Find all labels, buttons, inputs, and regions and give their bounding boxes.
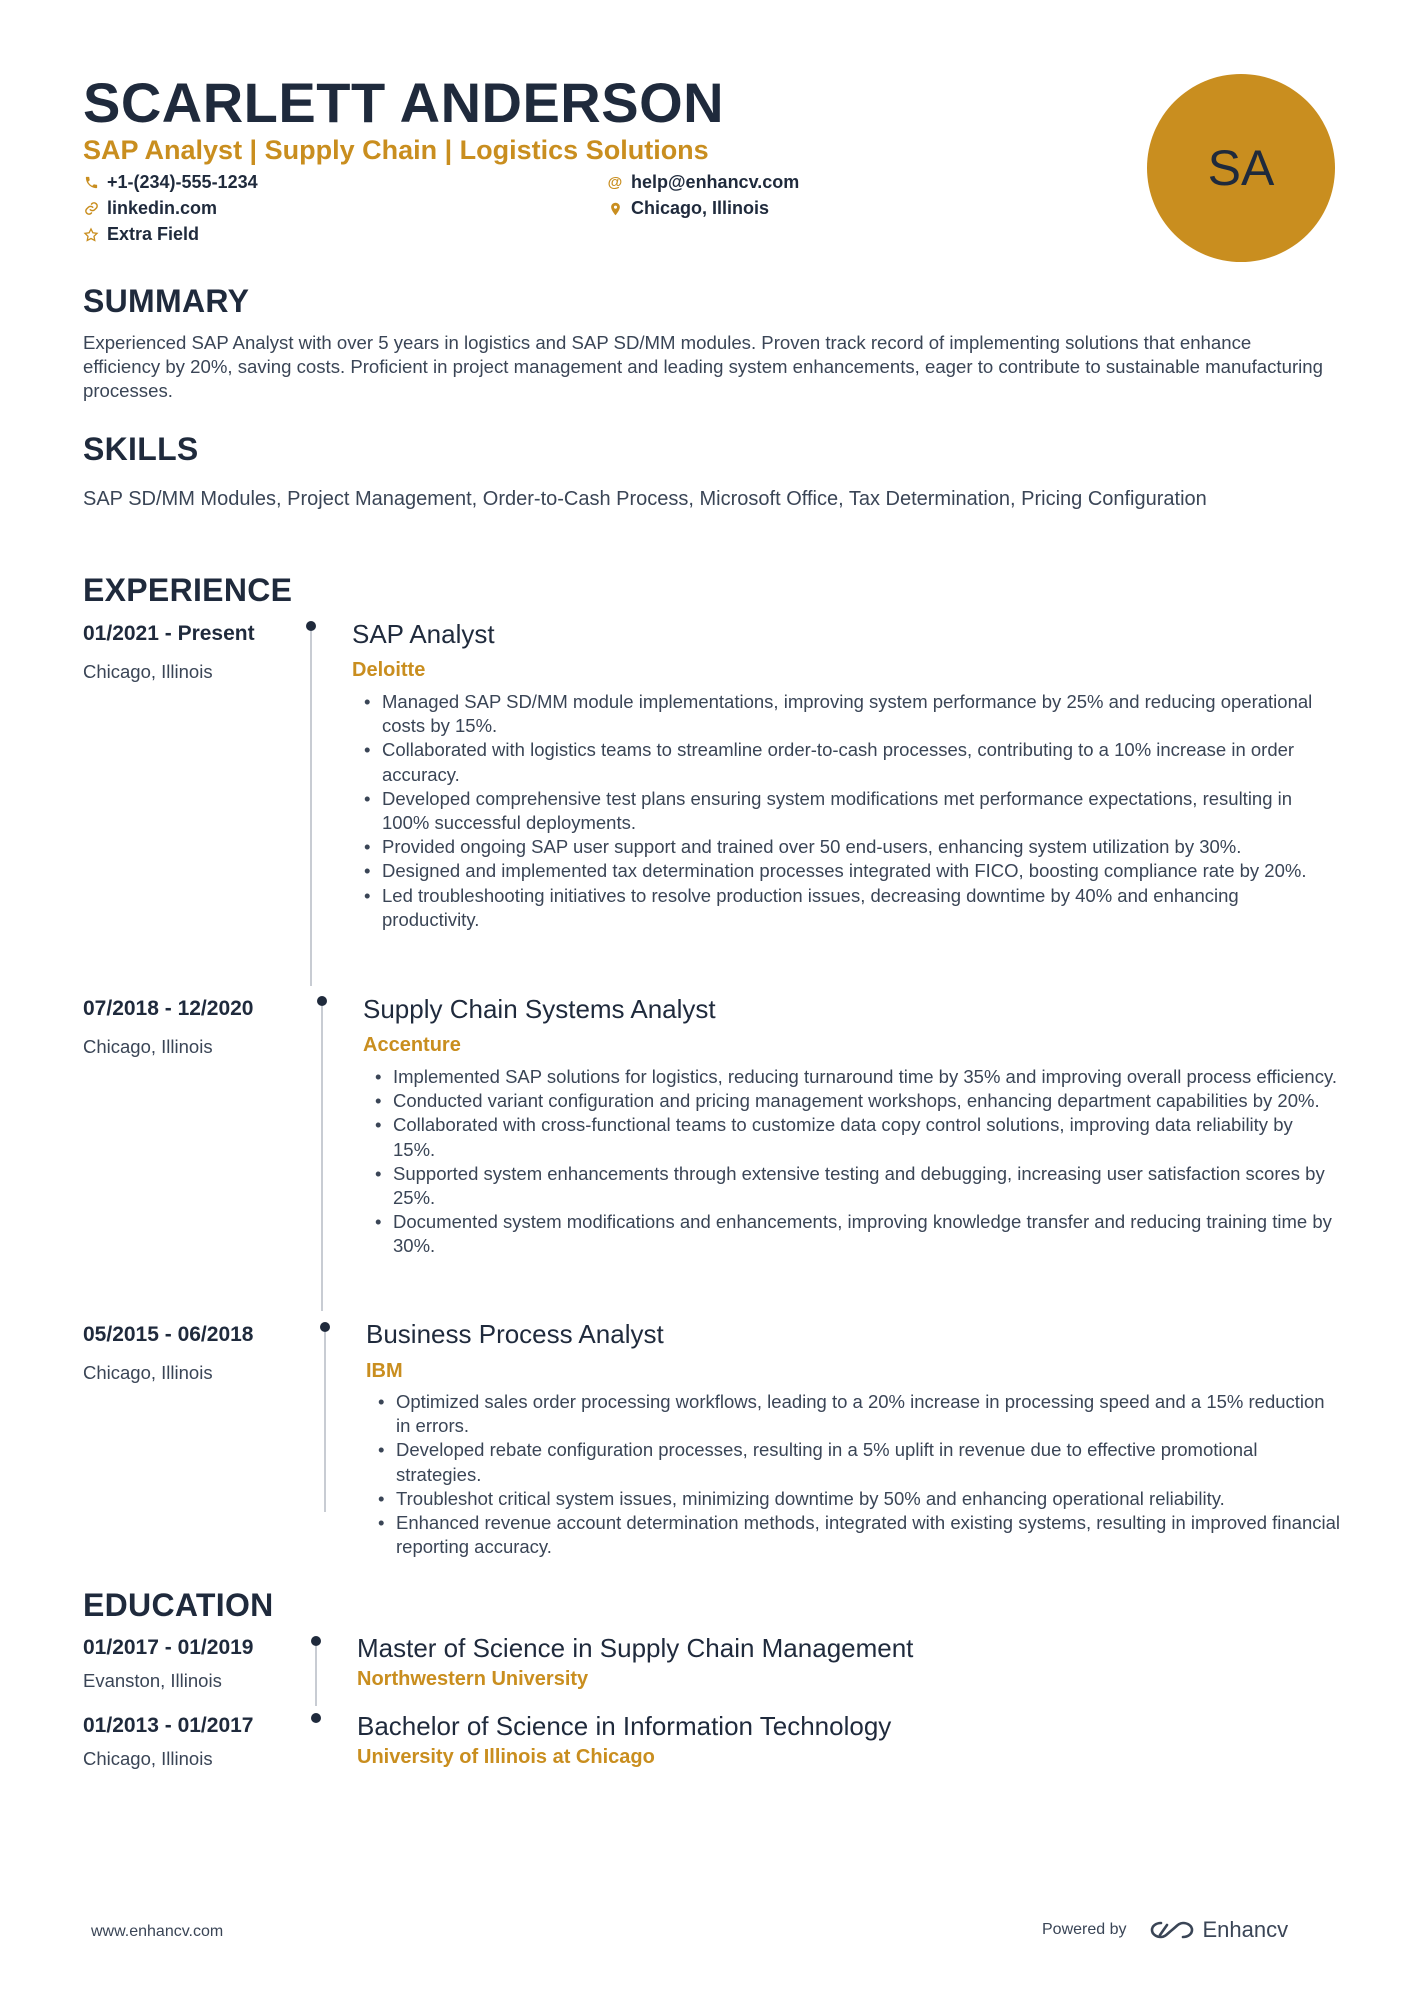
powered-by-label: Powered by: [1042, 1921, 1127, 1938]
job-bullets: [356, 690, 1336, 932]
skills-heading: SKILLS: [83, 431, 199, 467]
bullet-item: • Developed comprehensive test plans ensuring system modifications met performance expectations, resulting in 100% successful deployments.: [356, 787, 1336, 835]
timeline-line: [324, 1332, 326, 1512]
bullet-item: • Documented system modifications and enhancements, improving knowledge transfer and reducing training time by 30%.: [367, 1210, 1337, 1258]
avatar: [1147, 74, 1335, 262]
job-company: IBM: [366, 1360, 403, 1382]
location-text: Chicago, Illinois: [631, 198, 770, 218]
bullet-item: • Collaborated with logistics teams to streamline order-to-cash processes, contributing to a 10% increase in order accuracy.: [356, 738, 1336, 786]
contact-email[interactable]: [607, 172, 799, 193]
edu-degree: Master of Science in Supply Chain Management: [357, 1633, 914, 1663]
job-role: Business Process Analyst: [366, 1319, 664, 1349]
brand-name: Enhancv: [1202, 1917, 1289, 1942]
job-dates: 01/2021 - Present: [83, 622, 255, 645]
footer-website[interactable]: www.enhancv.com: [91, 1923, 224, 1940]
star-icon: [83, 227, 99, 243]
phone-text: +1-(234)-555-1234: [107, 172, 258, 192]
bullet-item: • Managed SAP SD/MM module implementations, improving system performance by 25% and reducing operational costs by 15%.: [356, 690, 1336, 738]
job-location: Chicago, Illinois: [83, 1362, 213, 1383]
extra-text: Extra Field: [107, 224, 200, 244]
location-pin-icon: [607, 201, 623, 217]
footer-branding: [1042, 1917, 1288, 1943]
timeline-dot: [306, 621, 316, 631]
job-dates: 05/2015 - 06/2018: [83, 1323, 254, 1346]
enhancv-logo-icon: [1149, 1918, 1195, 1942]
timeline-line: [315, 1646, 317, 1706]
edu-dates: 01/2017 - 01/2019: [83, 1636, 254, 1659]
job-location: Chicago, Illinois: [83, 661, 213, 682]
bullet-item: • Developed rebate configuration processes, resulting in a 5% uplift in revenue due to effective promotional strategies.: [370, 1438, 1340, 1486]
link-icon: [83, 201, 99, 217]
edu-location: Chicago, Illinois: [83, 1748, 213, 1769]
summary-heading: SUMMARY: [83, 283, 250, 319]
contact-extra: [83, 224, 199, 245]
contact-phone[interactable]: [83, 172, 258, 193]
timeline-line: [321, 1006, 323, 1311]
bullet-item: • Designed and implemented tax determination processes integrated with FICO, boosting compliance rate by 20%.: [356, 859, 1336, 883]
summary-text: Experienced SAP Analyst with over 5 years in logistics and SAP SD/MM modules. Proven track record of implementing solutions that enhance efficiency by 20%, saving costs. Proficient in project management and leading system enhancements, eager to contribute to sustainable manufacturing processes.: [83, 332, 1323, 401]
bullet-item: • Enhanced revenue account determination methods, integrated with existing systems, resulting in improved financial reporting accuracy.: [370, 1511, 1340, 1559]
bullet-item: • Implemented SAP solutions for logistics, reducing turnaround time by 35% and improving overall process efficiency.: [367, 1065, 1337, 1089]
contact-location: [607, 198, 769, 219]
edu-degree: Bachelor of Science in Information Technology: [357, 1711, 892, 1741]
job-company: Accenture: [363, 1034, 461, 1056]
job-bullets: [370, 1390, 1340, 1559]
edu-location: Evanston, Illinois: [83, 1670, 222, 1691]
timeline-dot: [311, 1713, 321, 1723]
job-dates: 07/2018 - 12/2020: [83, 997, 254, 1020]
brand-logo[interactable]: [1149, 1917, 1289, 1943]
job-company: Deloitte: [352, 659, 426, 681]
edu-school: Northwestern University: [357, 1668, 589, 1690]
job-bullets: [367, 1065, 1337, 1259]
bullet-item: • Conducted variant configuration and pricing management workshops, enhancing department capabilities by 20%.: [367, 1089, 1337, 1113]
job-role: Supply Chain Systems Analyst: [363, 994, 716, 1024]
linkedin-text: linkedin.com: [107, 198, 218, 218]
phone-icon: [83, 175, 99, 191]
bullet-item: • Led troubleshooting initiatives to resolve production issues, decreasing downtime by 40% and enhancing productivity.: [356, 884, 1336, 932]
job-location: Chicago, Illinois: [83, 1036, 213, 1057]
avatar-initials: SA: [1207, 140, 1275, 196]
education-heading: EDUCATION: [83, 1587, 274, 1623]
timeline-dot: [320, 1322, 330, 1332]
headline: SAP Analyst | Supply Chain | Logistics Solutions: [83, 135, 709, 165]
bullet-item: • Optimized sales order processing workflows, leading to a 20% increase in processing speed and a 15% reduction in errors.: [370, 1390, 1340, 1438]
email-text: help@enhancv.com: [631, 172, 800, 192]
experience-heading: EXPERIENCE: [83, 572, 293, 608]
bullet-item: • Collaborated with cross-functional teams to customize data copy control solutions, improving data reliability by 15%.: [367, 1113, 1337, 1161]
edu-school: University of Illinois at Chicago: [357, 1746, 655, 1768]
bullet-item: • Troubleshot critical system issues, minimizing downtime by 50% and enhancing operational reliability.: [370, 1487, 1340, 1511]
at-icon: @: [607, 173, 623, 191]
contact-linkedin[interactable]: [83, 198, 217, 219]
bullet-item: • Provided ongoing SAP user support and trained over 50 end-users, enhancing system utilization by 30%.: [356, 835, 1336, 859]
timeline-dot: [317, 996, 327, 1006]
bullet-item: • Supported system enhancements through extensive testing and debugging, increasing user satisfaction scores by 25%.: [367, 1162, 1337, 1210]
timeline-dot: [311, 1636, 321, 1646]
candidate-name: SCARLETT ANDERSON: [83, 71, 725, 134]
skills-text: SAP SD/MM Modules, Project Management, Order-to-Cash Process, Microsoft Office, Tax Determination, Pricing Configuration: [83, 488, 1207, 510]
edu-dates: 01/2013 - 01/2017: [83, 1714, 254, 1737]
job-role: SAP Analyst: [352, 619, 495, 649]
timeline-line: [310, 631, 312, 986]
